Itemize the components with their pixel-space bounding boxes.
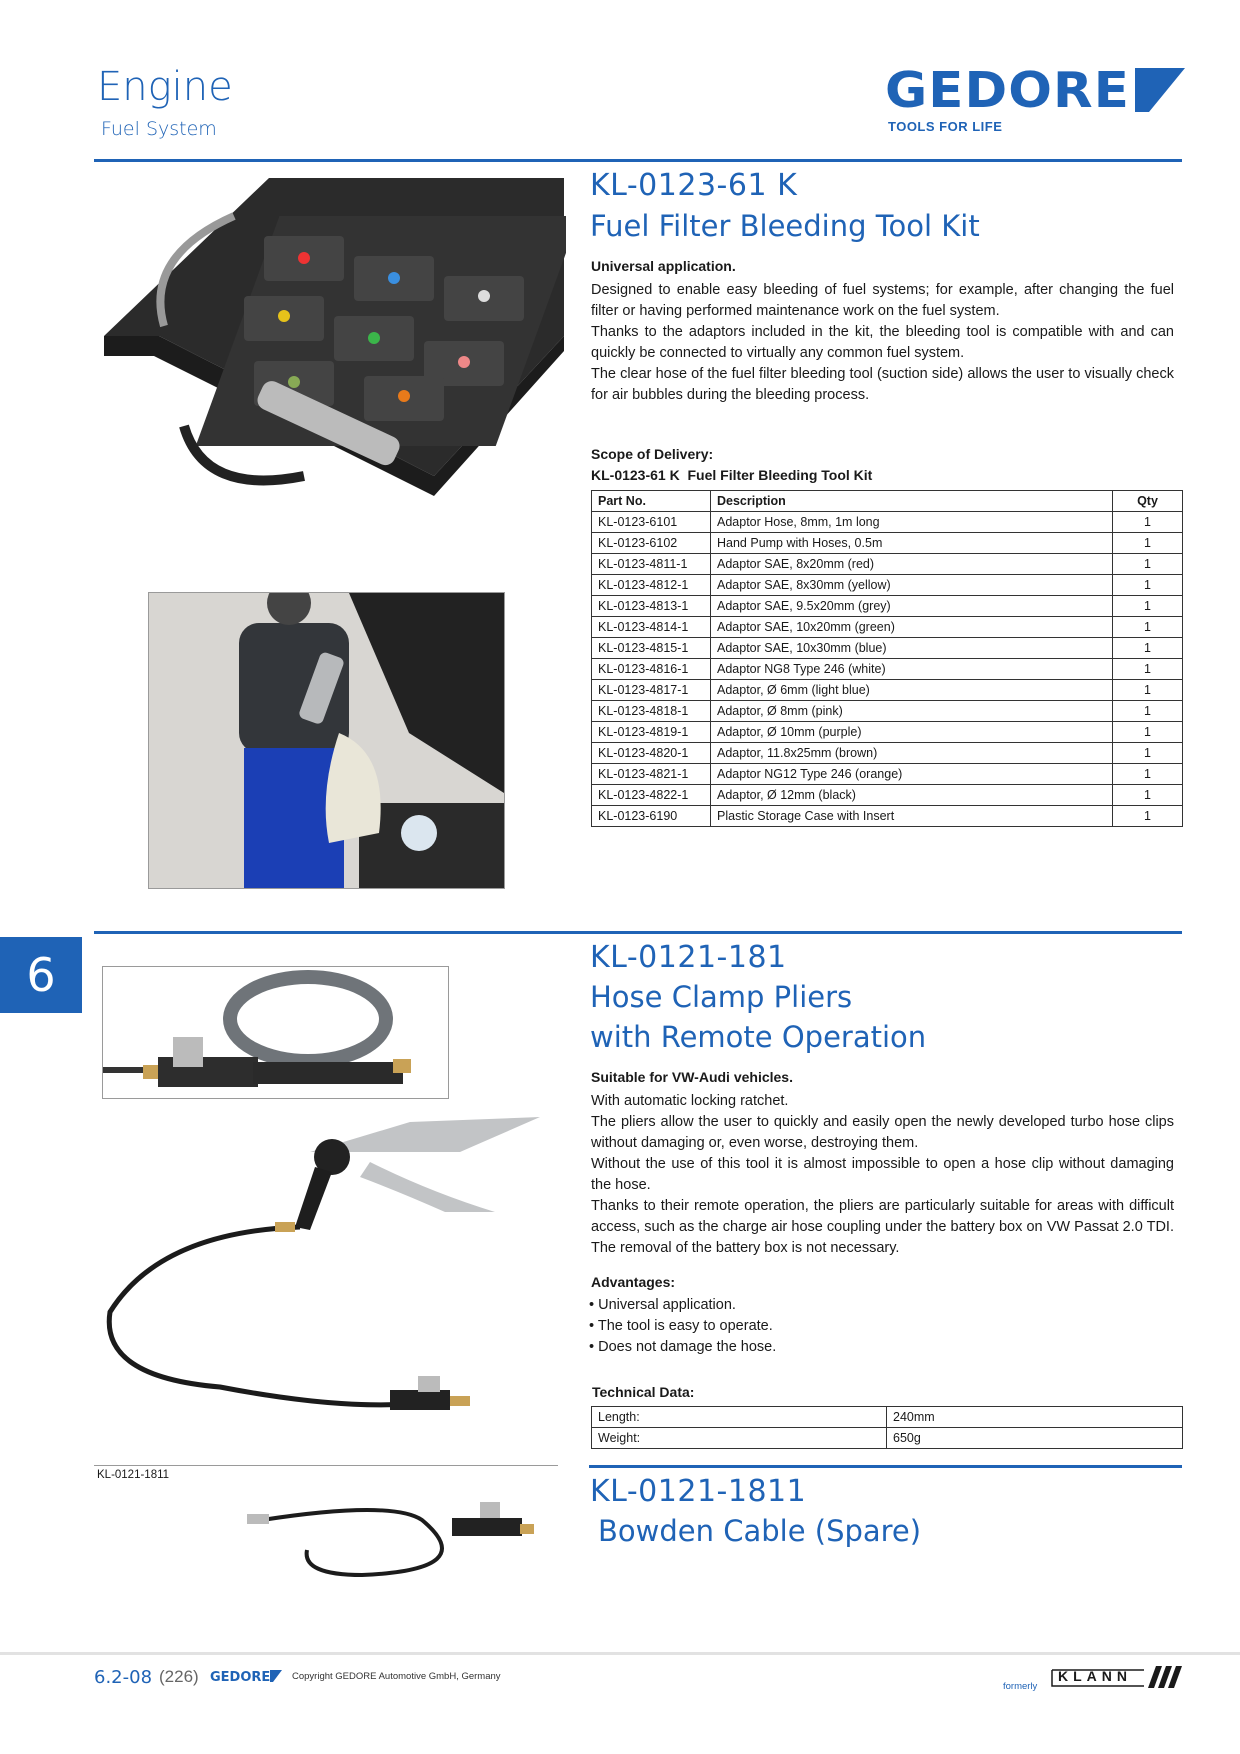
qty: 1 bbox=[1113, 533, 1183, 554]
part-no: KL-0123-6101 bbox=[592, 512, 711, 533]
table-row bbox=[592, 1428, 1183, 1449]
product1-lead: Universal application. bbox=[591, 258, 736, 274]
scope-table bbox=[591, 490, 1183, 827]
page-ref: 6.2-08 bbox=[94, 1667, 153, 1688]
product2-code: KL-0121-181 bbox=[590, 940, 787, 975]
column-header-description: Description bbox=[711, 491, 1113, 512]
table-row bbox=[592, 533, 1183, 554]
description: Adaptor SAE, 10x30mm (blue) bbox=[711, 638, 1113, 659]
scope-title: KL-0123-61 K Fuel Filter Bleeding Tool Kit bbox=[591, 467, 873, 483]
klann-text: KLANN bbox=[1058, 1668, 1132, 1684]
part-no: KL-0123-4812-1 bbox=[592, 575, 711, 596]
chapter-tab: 6 bbox=[0, 937, 82, 1013]
table-row bbox=[592, 701, 1183, 722]
section3-rule bbox=[589, 1465, 1182, 1468]
part-no: KL-0123-4811-1 bbox=[592, 554, 711, 575]
qty: 1 bbox=[1113, 785, 1183, 806]
description: Adaptor, Ø 10mm (purple) bbox=[711, 722, 1113, 743]
product2-paragraph: Thanks to their remote operation, the pliers are particularly suitable for areas with difficult access, such as the charge air hose coupling under the battery box on VW Passat 2.0 TDI. The removal of the battery box is not necessary. bbox=[591, 1198, 1174, 1256]
table-row bbox=[592, 575, 1183, 596]
caption-rule bbox=[94, 1465, 558, 1466]
qty: 1 bbox=[1113, 680, 1183, 701]
list-item: • Does not damage the hose. bbox=[589, 1337, 776, 1358]
klann-slashes-icon bbox=[1142, 1666, 1182, 1688]
qty: 1 bbox=[1113, 596, 1183, 617]
footer-gedore-flag-icon bbox=[270, 1670, 282, 1682]
part-no: KL-0123-4817-1 bbox=[592, 680, 711, 701]
table-row bbox=[592, 680, 1183, 701]
section2-rule bbox=[94, 931, 1182, 934]
part-no: KL-0123-4813-1 bbox=[592, 596, 711, 617]
table-row bbox=[592, 785, 1183, 806]
product1-code: KL-0123-61 K bbox=[590, 168, 798, 203]
footer-gedore-logo bbox=[210, 1668, 280, 1684]
description: Hand Pump with Hoses, 0.5m bbox=[711, 533, 1113, 554]
footer-bar bbox=[0, 1652, 1240, 1655]
product2-paragraph: Without the use of this tool it is almost impossible to open a hose clip without damaging the hose. bbox=[591, 1156, 1174, 1193]
qty: 1 bbox=[1113, 806, 1183, 827]
product2-paragraph: The pliers allow the user to quickly and easily open the newly developed turbo hose clips without damaging or, even worse, destroying them. bbox=[591, 1114, 1174, 1151]
fuel-bleeding-kit-case-photo bbox=[104, 176, 566, 521]
list-item: • Universal application. bbox=[589, 1295, 776, 1316]
product1-paragraph: The clear hose of the fuel filter bleeding tool (suction side) allows the user to visually check for air bubbles during the bleeding process. bbox=[591, 366, 1174, 403]
gedore-logo-text: GEDORE bbox=[885, 62, 1130, 119]
table-header-row bbox=[592, 491, 1183, 512]
qty: 1 bbox=[1113, 512, 1183, 533]
table-row bbox=[592, 512, 1183, 533]
footer-gedore-text: GEDORE bbox=[210, 1670, 271, 1685]
product1-paragraph: Designed to enable easy bleeding of fuel systems; for example, after changing the fuel filter or having performed maintenance work on the fuel system. bbox=[591, 282, 1174, 319]
tech-key: Length: bbox=[592, 1407, 887, 1428]
qty: 1 bbox=[1113, 617, 1183, 638]
description: Adaptor SAE, 8x20mm (red) bbox=[711, 554, 1113, 575]
page-subcategory: Fuel System bbox=[101, 118, 217, 140]
table-row bbox=[592, 1407, 1183, 1428]
description: Adaptor, 11.8x25mm (brown) bbox=[711, 743, 1113, 764]
table-row bbox=[592, 596, 1183, 617]
part-no: KL-0123-4814-1 bbox=[592, 617, 711, 638]
description: Plastic Storage Case with Insert bbox=[711, 806, 1113, 827]
part-no: KL-0123-4821-1 bbox=[592, 764, 711, 785]
qty: 1 bbox=[1113, 722, 1183, 743]
list-item: • The tool is easy to operate. bbox=[589, 1316, 776, 1337]
table-row bbox=[592, 617, 1183, 638]
tech-data-label: Technical Data: bbox=[592, 1384, 695, 1400]
description: Adaptor SAE, 9.5x20mm (grey) bbox=[711, 596, 1113, 617]
part-no: KL-0123-4816-1 bbox=[592, 659, 711, 680]
qty: 1 bbox=[1113, 659, 1183, 680]
page-category: Engine bbox=[97, 64, 233, 110]
header-rule bbox=[94, 159, 1182, 162]
product2-title-line1: Hose Clamp Pliers bbox=[590, 980, 853, 1014]
table-row bbox=[592, 743, 1183, 764]
product2-lead: Suitable for VW-Audi vehicles. bbox=[591, 1069, 793, 1085]
product2-description bbox=[591, 1091, 1174, 1259]
qty: 1 bbox=[1113, 575, 1183, 596]
product2-paragraph: With automatic locking ratchet. bbox=[591, 1093, 789, 1109]
part-no: KL-0123-6102 bbox=[592, 533, 711, 554]
gedore-logo bbox=[885, 62, 1185, 119]
bowden-cable-photo bbox=[242, 1480, 537, 1585]
qty: 1 bbox=[1113, 554, 1183, 575]
part-no: KL-0123-4819-1 bbox=[592, 722, 711, 743]
table-row bbox=[592, 722, 1183, 743]
description: Adaptor NG8 Type 246 (white) bbox=[711, 659, 1113, 680]
product3-code: KL-0121-1811 bbox=[590, 1474, 807, 1509]
qty: 1 bbox=[1113, 701, 1183, 722]
qty: 1 bbox=[1113, 743, 1183, 764]
qty: 1 bbox=[1113, 764, 1183, 785]
product2-title-line2: with Remote Operation bbox=[590, 1020, 927, 1054]
tech-value: 240mm bbox=[887, 1407, 1183, 1428]
hose-clamp-pliers-photo bbox=[100, 1112, 550, 1417]
product1-paragraph: Thanks to the adaptors included in the kit, the bleeding tool is compatible with and can quickly be connected to virtually any common fuel system. bbox=[591, 324, 1174, 361]
table-row bbox=[592, 806, 1183, 827]
column-header-qty: Qty bbox=[1113, 491, 1183, 512]
description: Adaptor Hose, 8mm, 1m long bbox=[711, 512, 1113, 533]
tech-value: 650g bbox=[887, 1428, 1183, 1449]
description: Adaptor NG12 Type 246 (orange) bbox=[711, 764, 1113, 785]
table-row bbox=[592, 659, 1183, 680]
tech-data-table bbox=[591, 1406, 1183, 1449]
product1-description bbox=[591, 280, 1174, 406]
part-no: KL-0123-4815-1 bbox=[592, 638, 711, 659]
qty: 1 bbox=[1113, 638, 1183, 659]
hose-clamp-detail-photo bbox=[102, 966, 449, 1099]
table-row bbox=[592, 764, 1183, 785]
scope-label: Scope of Delivery: bbox=[591, 446, 714, 462]
klann-logo bbox=[1050, 1666, 1182, 1690]
page-number: (226) bbox=[159, 1667, 199, 1686]
description: Adaptor, Ø 8mm (pink) bbox=[711, 701, 1113, 722]
description: Adaptor SAE, 8x30mm (yellow) bbox=[711, 575, 1113, 596]
bowden-cable-caption: KL-0121-1811 bbox=[97, 1469, 170, 1481]
product1-title: Fuel Filter Bleeding Tool Kit bbox=[590, 209, 980, 243]
part-no: KL-0123-4822-1 bbox=[592, 785, 711, 806]
part-no: KL-0123-6190 bbox=[592, 806, 711, 827]
part-no: KL-0123-4818-1 bbox=[592, 701, 711, 722]
description: Adaptor, Ø 12mm (black) bbox=[711, 785, 1113, 806]
product3-title: Bowden Cable (Spare) bbox=[598, 1514, 922, 1548]
table-row bbox=[592, 554, 1183, 575]
formerly-label: formerly bbox=[1003, 1681, 1038, 1692]
table-row bbox=[592, 638, 1183, 659]
advantages-label: Advantages: bbox=[591, 1274, 676, 1290]
description: Adaptor SAE, 10x20mm (green) bbox=[711, 617, 1113, 638]
copyright: Copyright GEDORE Automotive GmbH, Germany bbox=[292, 1671, 501, 1682]
description: Adaptor, Ø 6mm (light blue) bbox=[711, 680, 1113, 701]
part-no: KL-0123-4820-1 bbox=[592, 743, 711, 764]
column-header-part-no: Part No. bbox=[592, 491, 711, 512]
mechanic-using-pump-photo bbox=[148, 592, 505, 889]
tech-key: Weight: bbox=[592, 1428, 887, 1449]
brand-tagline: TOOLS FOR LIFE bbox=[888, 119, 1003, 134]
gedore-flag-icon bbox=[1135, 68, 1185, 114]
advantages-list bbox=[589, 1295, 776, 1358]
